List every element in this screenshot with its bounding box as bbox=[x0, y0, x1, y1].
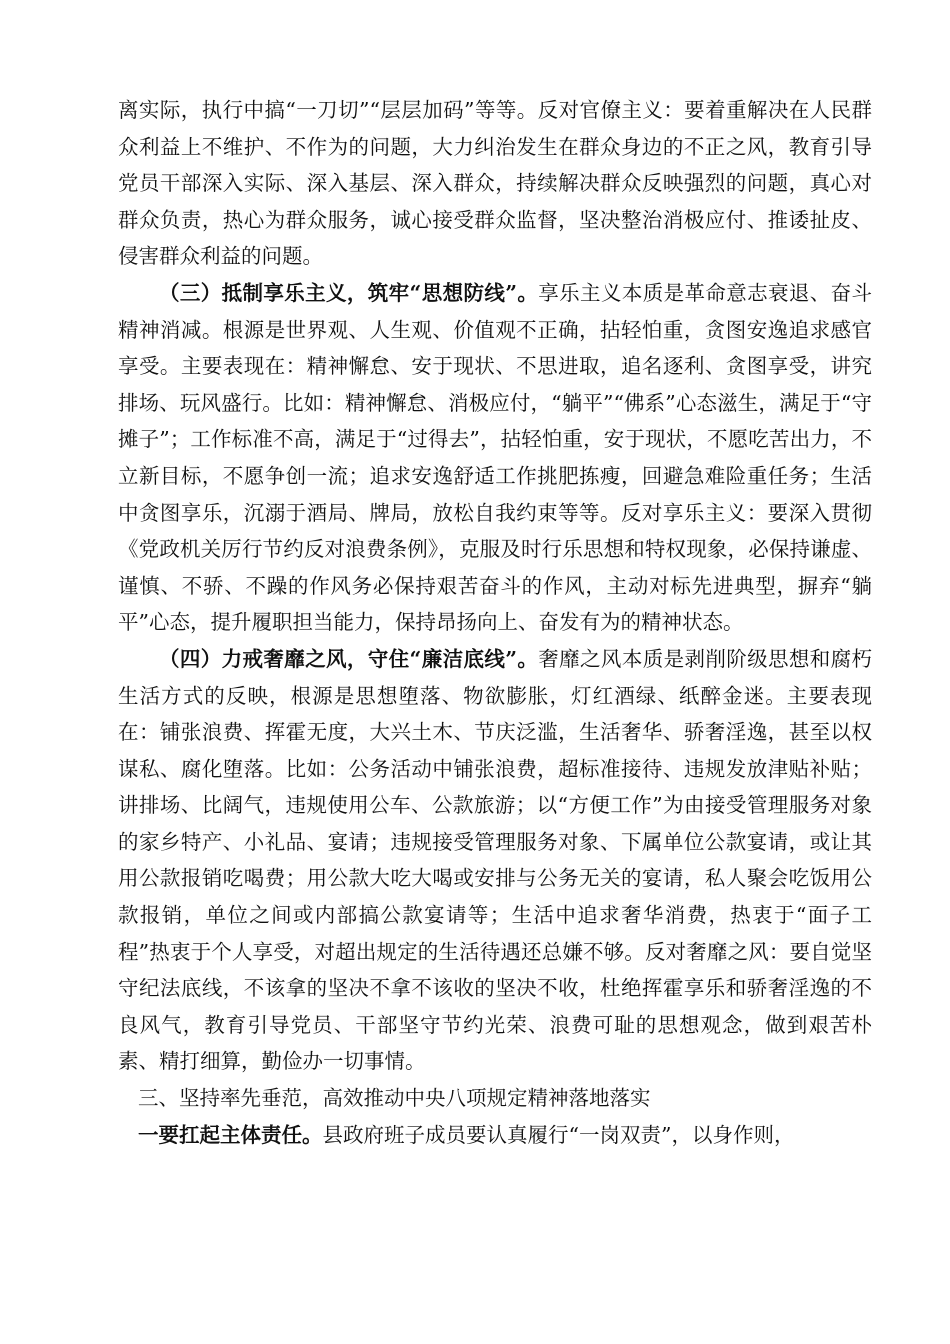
paragraph-text: 离实际，执行中搞“一刀切”“层层加码”等等。反对官僚主义：要着重解决在人民群众利益上不维护、不作为的问题，大力纠治发生在群众身边的不正之风，教育引导党员干部深入实际、深入基层、深入群众，持续解决群众反映强烈的问题，真心对群众负责，热心为群众服务，诚心接受群众监督，坚决整治消极应付、推诿扯皮、侵害群众利益的问题。 bbox=[118, 98, 872, 269]
document-page bbox=[118, 92, 872, 1153]
paragraph-text: 奢靡之风本质是剥削阶级思想和腐朽生活方式的反映，根源是思想堕落、物欲膨胀，灯红酒绿、纸醉金迷。主要表现在：铺张浪费、挥霍无度，大兴土木、节庆泛滥，生活奢华、骄奢淫逸，甚至以权谋私、腐化堕落。比如：公务活动中铺张浪费，超标准接待、违规发放津贴补贴；讲排场、比阔气，违规使用公车、公款旅游；以“方便工作”为由接受管理服务对象的家乡特产、小礼品、宴请；违规接受管理服务对象、下属单位公款宴请，或让其用公款报销吃喝费；用公款大吃大喝或安排与公务无关的宴请，私人聚会吃饭用公款报销，单位之间或内部搞公款宴请等；生活中追求奢华消费，热衷于“面子工程”热衷于个人享受，对超出规定的生活待遇还总嫌不够。反对奢靡之风：要自觉坚守纪法底线，不该拿的坚决不拿不该收的坚决不收，杜绝挥霍享乐和骄奢淫逸的不良风气，教育引导党员、干部坚守节约光荣、浪费可耻的思想观念，做到艰苦朴素、精打细算，勤俭办一切事情。 bbox=[118, 646, 872, 1074]
paragraph-lead-heading: 一要扛起主体责任。 bbox=[138, 1122, 323, 1147]
section-heading-text: 三、坚持率先垂范，高效推动中央八项规定精神落地落实 bbox=[138, 1086, 651, 1111]
paragraph-extravagance bbox=[118, 641, 872, 1080]
paragraph-bureaucratism-end bbox=[118, 92, 872, 275]
paragraph-hedonism bbox=[118, 275, 872, 641]
section-heading bbox=[118, 1080, 872, 1117]
paragraph-lead-heading: （四）力戒奢靡之风，守住“廉洁底线”。 bbox=[159, 646, 539, 671]
paragraph-responsibility bbox=[118, 1117, 872, 1154]
paragraph-lead-heading: （三）抵制享乐主义，筑牢“思想防线”。 bbox=[159, 280, 539, 305]
paragraph-text: 县政府班子成员要认真履行“一岗双责”，以身作则， bbox=[322, 1122, 795, 1147]
paragraph-text: 享乐主义本质是革命意志衰退、奋斗精神消减。根源是世界观、人生观、价值观不正确，拈轻怕重，贪图安逸追求感官享受。主要表现在：精神懈怠、安于现状、不思进取，追名逐利、贪图享受，讲究排场、玩风盛行。比如：精神懈怠、消极应付，“躺平”“佛系”心态滋生，满足于“守摊子”；工作标准不高，满足于“过得去”，拈轻怕重，安于现状，不愿吃苦出力，不立新目标，不愿争创一流；追求安逸舒适工作挑肥拣瘦，回避急难险重任务；生活中贪图享乐，沉溺于酒局、牌局，放松自我约束等等。反对享乐主义：要深入贯彻《党政机关厉行节约反对浪费条例》，克服及时行乐思想和特权现象，必保持谦虚、谨慎、不骄、不躁的作风务必保持艰苦奋斗的作风，主动对标先进典型，摒弃“躺平”心态，提升履职担当能力，保持昂扬向上、奋发有为的精神状态。 bbox=[118, 280, 872, 635]
